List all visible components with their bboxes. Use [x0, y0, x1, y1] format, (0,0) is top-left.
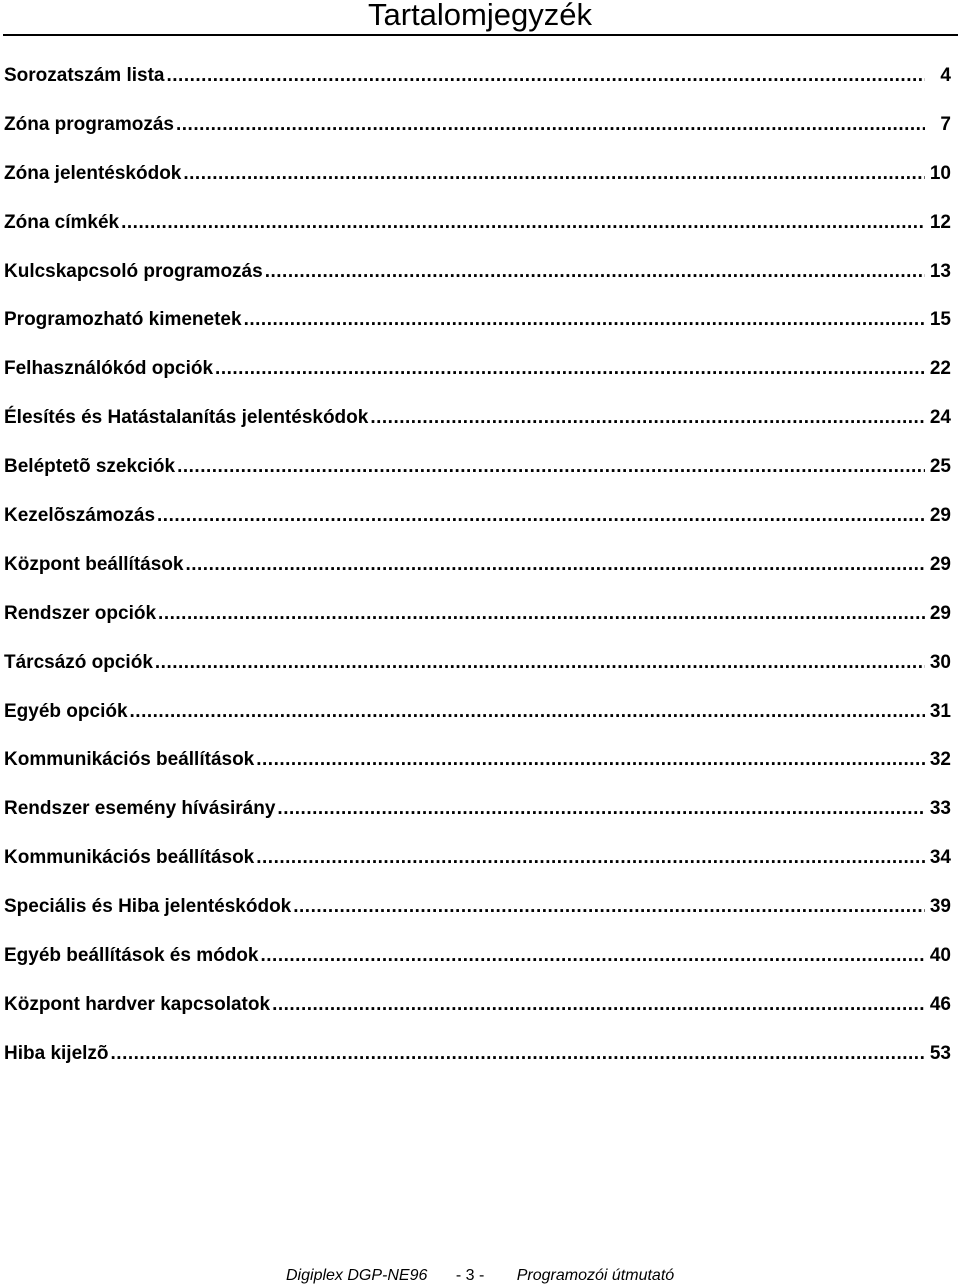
toc-dot-leader [265, 254, 925, 290]
toc-entry-page: 33 [929, 798, 951, 820]
toc-entry[interactable] [4, 58, 951, 107]
toc-entry-page: 10 [929, 162, 951, 184]
toc-entry-page: 29 [929, 553, 951, 575]
toc-entry[interactable] [4, 645, 951, 694]
toc-entry[interactable] [4, 1036, 951, 1085]
toc-entry[interactable] [4, 840, 951, 889]
toc-entry-label: Kommunikációs beállítások [4, 749, 255, 771]
toc-entry[interactable] [4, 791, 951, 840]
toc-dot-leader [157, 498, 925, 534]
toc-entry[interactable] [4, 889, 951, 938]
toc-entry-page: 12 [929, 211, 951, 233]
toc-entry-page: 34 [929, 847, 951, 869]
toc-entry-label: Kulcskapcsoló programozás [4, 260, 263, 282]
toc-entry-page: 29 [929, 602, 951, 624]
toc-entry-page: 53 [929, 1042, 951, 1064]
toc-entry[interactable] [4, 596, 951, 645]
footer-manual-title: Programozói útmutató [516, 1267, 675, 1284]
toc-entry-label: Élesítés és Hatástalanítás jelentéskódok [4, 407, 369, 429]
toc-entry-label: Hiba kijelzõ [4, 1042, 109, 1064]
toc-entry[interactable] [4, 694, 951, 743]
toc-entry[interactable] [4, 351, 951, 400]
toc-entry-label: Rendszer esemény hívásirány [4, 798, 276, 820]
toc-dot-leader [167, 58, 926, 94]
toc-entry-page: 7 [940, 113, 951, 135]
toc-entry-label: Zóna címkék [4, 211, 120, 233]
toc-dot-leader [256, 742, 925, 778]
toc-entry-page: 24 [929, 407, 951, 429]
footer-page-number: - 3 - [455, 1267, 485, 1284]
toc-entry-page: 46 [929, 993, 951, 1015]
toc-dot-leader [121, 205, 925, 241]
toc-dot-leader [158, 596, 925, 632]
table-of-contents [4, 58, 951, 1085]
toc-dot-leader [277, 791, 925, 827]
toc-entry-page: 32 [929, 749, 951, 771]
toc-entry[interactable] [4, 547, 951, 596]
toc-dot-leader [155, 645, 925, 681]
toc-entry-page: 13 [929, 260, 951, 282]
footer-product: Digiplex DGP-NE96 [286, 1267, 428, 1284]
toc-entry[interactable] [4, 987, 951, 1036]
toc-entry-label: Zóna programozás [4, 113, 174, 135]
toc-entry-label: Központ beállítások [4, 553, 184, 575]
toc-entry-page: 31 [929, 700, 951, 722]
toc-entry-label: Zóna jelentéskódok [4, 162, 182, 184]
toc-dot-leader [256, 840, 925, 876]
toc-entry-label: Egyéb beállítások és módok [4, 945, 259, 967]
toc-dot-leader [130, 694, 925, 730]
toc-dot-leader [272, 987, 925, 1023]
toc-entry-page: 30 [929, 651, 951, 673]
toc-entry-page: 25 [929, 456, 951, 478]
toc-entry-page: 22 [929, 358, 951, 380]
title-divider [3, 34, 958, 36]
toc-entry-page: 40 [929, 945, 951, 967]
toc-dot-leader [177, 449, 925, 485]
toc-dot-leader [176, 107, 925, 143]
toc-entry-label: Központ hardver kapcsolatok [4, 993, 271, 1015]
toc-entry[interactable] [4, 302, 951, 351]
toc-dot-leader [370, 400, 925, 436]
toc-entry-page: 15 [929, 309, 951, 331]
toc-entry-label: Kommunikációs beállítások [4, 847, 255, 869]
toc-dot-leader [111, 1036, 925, 1072]
toc-dot-leader [244, 302, 925, 338]
toc-entry-label: Programozható kimenetek [4, 309, 242, 331]
toc-entry-label: Kezelõszámozás [4, 505, 156, 527]
toc-entry-page: 29 [929, 505, 951, 527]
toc-entry-label: Egyéb opciók [4, 700, 128, 722]
page-title: Tartalomjegyzék [368, 0, 592, 32]
page-footer [286, 1266, 674, 1286]
toc-entry-label: Beléptetõ szekciók [4, 456, 176, 478]
toc-entry[interactable] [4, 205, 951, 254]
toc-entry[interactable] [4, 156, 951, 205]
toc-entry-label: Rendszer opciók [4, 602, 157, 624]
toc-dot-leader [215, 351, 925, 387]
toc-entry[interactable] [4, 254, 951, 303]
toc-dot-leader [183, 156, 925, 192]
toc-entry[interactable] [4, 498, 951, 547]
toc-entry[interactable] [4, 742, 951, 791]
toc-dot-leader [293, 889, 925, 925]
toc-entry-label: Tárcsázó opciók [4, 651, 153, 673]
toc-entry-label: Speciális és Hiba jelentéskódok [4, 896, 292, 918]
toc-entry[interactable] [4, 400, 951, 449]
toc-dot-leader [260, 938, 925, 974]
toc-entry-page: 4 [940, 65, 951, 86]
toc-entry-page: 39 [929, 896, 951, 918]
toc-entry[interactable] [4, 449, 951, 498]
toc-entry-label: Felhasználókód opciók [4, 358, 214, 380]
toc-entry-label: Sorozatszám lista [4, 65, 165, 86]
toc-entry[interactable] [4, 938, 951, 987]
toc-dot-leader [185, 547, 925, 583]
toc-entry[interactable] [4, 107, 951, 156]
